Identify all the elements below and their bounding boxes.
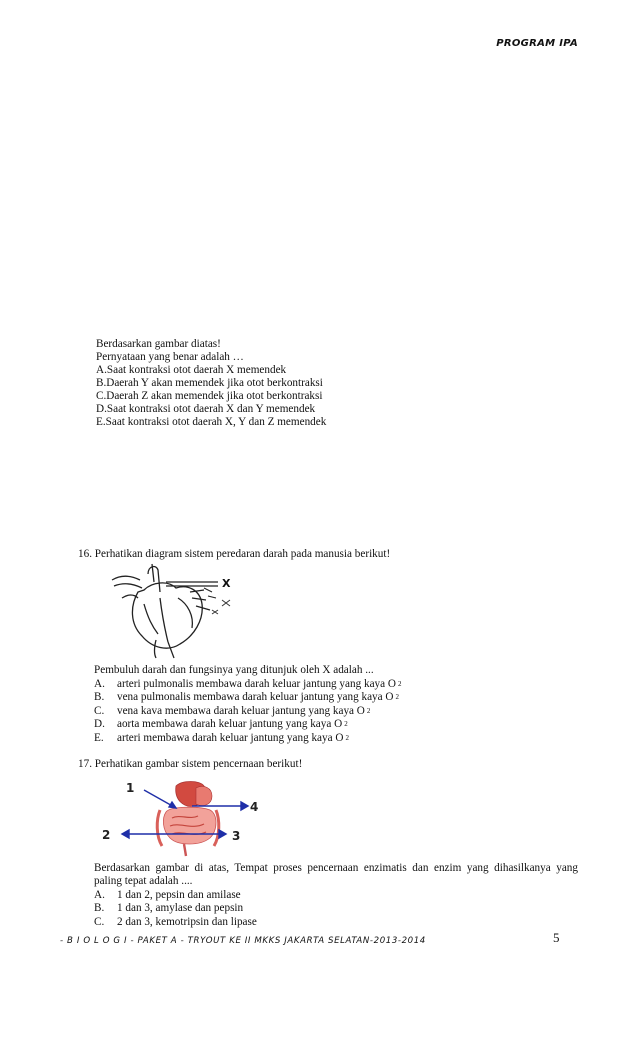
q15-line: Pernyataan yang benar adalah …: [96, 351, 244, 363]
option-key: B.: [94, 902, 105, 915]
q15-block: [96, 338, 326, 429]
q17-number: 17.: [78, 758, 92, 770]
digestive-label-1: 1: [126, 781, 135, 795]
digestive-label-3: 3: [232, 829, 241, 843]
q17-options: [94, 889, 257, 929]
q16-option-d: [94, 718, 401, 731]
q17-option-b: [94, 902, 257, 915]
q17-option-a: [94, 889, 257, 902]
option-subscript: 2: [345, 733, 349, 742]
option-key: A.: [94, 678, 105, 690]
q15-option-b: B.Daerah Y akan memendek jika otot berkontraksi: [96, 377, 323, 389]
q16-option-c: [94, 705, 401, 718]
option-key: A.: [94, 889, 105, 901]
q16-number: 16.: [78, 548, 92, 560]
option-text: 1 dan 3, amylase dan pepsin: [117, 902, 244, 915]
digestive-label-4: 4: [250, 800, 259, 814]
page-footer: - B I O L O G I - PAKET A - TRYOUT KE II MKKS JAKARTA SELATAN-2013-2014: [60, 936, 426, 946]
q16-option-e: [94, 732, 401, 745]
heart-diagram: [108, 562, 246, 660]
q16-option-b: [94, 691, 401, 704]
option-text: 1 dan 2, pepsin dan amilase: [117, 889, 241, 901]
q16-option-a: [94, 678, 401, 691]
q17-title-text: Perhatikan gambar sistem pencernaan berikut!: [94, 758, 303, 770]
q15-line: Berdasarkan gambar diatas!: [96, 338, 221, 350]
program-header: PROGRAM IPA: [496, 38, 578, 49]
digestive-diagram: [100, 774, 270, 858]
option-subscript: 2: [344, 720, 348, 729]
q16-title-text: Perhatikan diagram sistem peredaran darah pada manusia berikut!: [94, 548, 391, 560]
q17-title: [78, 758, 302, 770]
option-key: C.: [94, 704, 105, 717]
option-subscript: 2: [366, 706, 371, 715]
q15-option-c: C.Daerah Z akan memendek jika otot berkontraksi: [96, 390, 323, 402]
q15-option-d: D.Saat kontraksi otot daerah X dan Y memendek: [96, 403, 316, 415]
option-key: D.: [94, 718, 105, 731]
option-subscript: 2: [395, 693, 399, 702]
q17-option-c: [94, 916, 257, 929]
option-key: E.: [94, 731, 104, 744]
option-text: vena kava membawa darah keluar jantung yang kaya O: [117, 704, 365, 717]
option-text: vena pulmonalis membawa darah keluar jantung yang kaya O: [117, 691, 394, 704]
option-text: aorta membawa darah keluar jantung yang kaya O: [117, 718, 343, 731]
option-text: arteri pulmonalis membawa darah keluar jantung yang kaya O: [117, 678, 396, 690]
q16-prompt: Pembuluh darah dan fungsinya yang ditunjuk oleh X adalah ...: [94, 664, 374, 676]
option-key: C.: [94, 915, 105, 928]
option-subscript: 2: [397, 680, 402, 688]
q15-option-e: E.Saat kontraksi otot daerah X, Y dan Z memendek: [96, 416, 327, 428]
option-text: arteri membawa darah keluar jantung yang kaya O: [117, 731, 344, 744]
page-number: 5: [553, 930, 560, 945]
heart-label-x: X: [222, 577, 231, 590]
q17-prompt-line2: paling tepat adalah ....: [94, 875, 193, 887]
q16-title: [78, 548, 390, 560]
q15-option-a: A.Saat kontraksi otot daerah X memendek: [96, 364, 287, 376]
digestive-label-2: 2: [102, 828, 111, 842]
option-text: 2 dan 3, kemotripsin dan lipase: [117, 915, 257, 928]
option-key: B.: [94, 691, 105, 704]
q17-prompt-line1: Berdasarkan gambar di atas, Tempat proses pencernaan enzimatis dan enzim yang dihasilkanya yang: [94, 862, 578, 874]
q16-options: [94, 678, 401, 745]
digestive-organs: [157, 782, 219, 857]
